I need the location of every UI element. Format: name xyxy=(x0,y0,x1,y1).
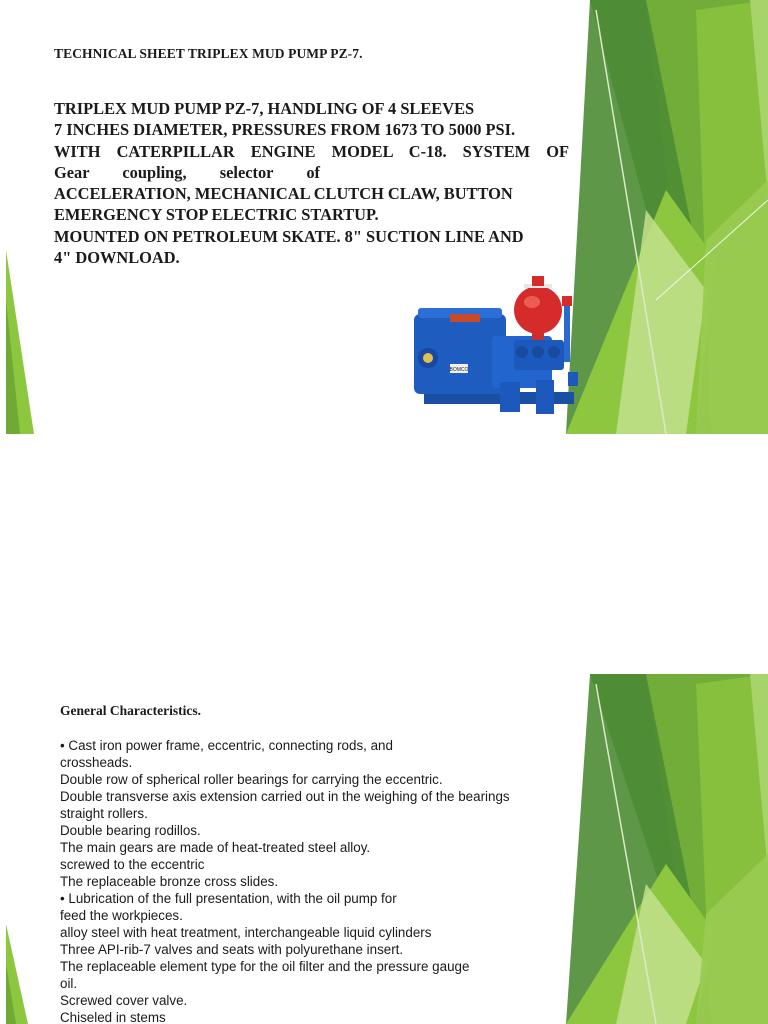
technical-sheet-subtitle: TECHNICAL SHEET TRIPLEX MUD PUMP PZ-7. xyxy=(54,46,363,61)
characteristic-line: feed the workpieces. xyxy=(60,908,183,923)
characteristic-line: alloy steel with heat treatment, interchangeable liquid cylinders xyxy=(60,925,432,940)
characteristic-line: Double bearing rodillos. xyxy=(60,823,201,838)
green-decoration-left xyxy=(6,0,46,434)
green-decoration-left xyxy=(6,674,46,1024)
characteristic-line: • Cast iron power frame, eccentric, connecting rods, and xyxy=(60,738,393,753)
pump-description xyxy=(54,98,569,268)
general-characteristics-heading: General Characteristics. xyxy=(60,703,201,718)
description-line: Gear coupling, selector of xyxy=(54,162,320,182)
characteristic-line: screwed to the eccentric xyxy=(60,857,205,872)
characteristic-line: Chiseled in stems xyxy=(60,1010,166,1024)
description-line: WITH CATERPILLAR ENGINE MODEL C-18. SYSTEM OF xyxy=(54,141,569,161)
triplex-mud-pump-image xyxy=(414,272,584,427)
characteristic-line: Double transverse axis extension carried out in the weighing of the bearings xyxy=(60,789,510,804)
characteristic-line: The main gears are made of heat-treated steel alloy. xyxy=(60,840,371,855)
characteristic-line: oil. xyxy=(60,976,78,991)
characteristic-line: straight rollers. xyxy=(60,806,148,821)
characteristic-line: Three API-rib-7 valves and seats with polyurethane insert. xyxy=(60,942,404,957)
characteristics-list xyxy=(60,737,580,1024)
characteristic-line: crossheads. xyxy=(60,755,133,770)
characteristic-line: Screwed cover valve. xyxy=(60,993,188,1008)
characteristic-line: The replaceable bronze cross slides. xyxy=(60,874,279,889)
characteristic-line: • Lubrication of the full presentation, with the oil pump for xyxy=(60,891,397,906)
pump-plate-label: BOMCO xyxy=(449,367,469,373)
slide-2 xyxy=(6,674,768,1024)
description-line: ACCELERATION, MECHANICAL CLUTCH CLAW, BUTTON xyxy=(54,184,513,204)
description-line: EMERGENCY STOP ELECTRIC STARTUP. xyxy=(54,205,379,225)
characteristic-line: Double row of spherical roller bearings for carrying the eccentric. xyxy=(60,772,443,787)
description-line: TRIPLEX MUD PUMP PZ-7, HANDLING OF 4 SLEEVES xyxy=(54,99,475,118)
description-line: 4" DOWNLOAD. xyxy=(54,248,180,268)
characteristic-line: The replaceable element type for the oil filter and the pressure gauge xyxy=(60,959,470,974)
slide-1 xyxy=(6,0,768,434)
description-line: 7 INCHES DIAMETER, PRESSURES FROM 1673 TO 5000 PSI. xyxy=(54,120,516,140)
description-line: MOUNTED ON PETROLEUM SKATE. 8" SUCTION LINE AND xyxy=(54,226,524,246)
